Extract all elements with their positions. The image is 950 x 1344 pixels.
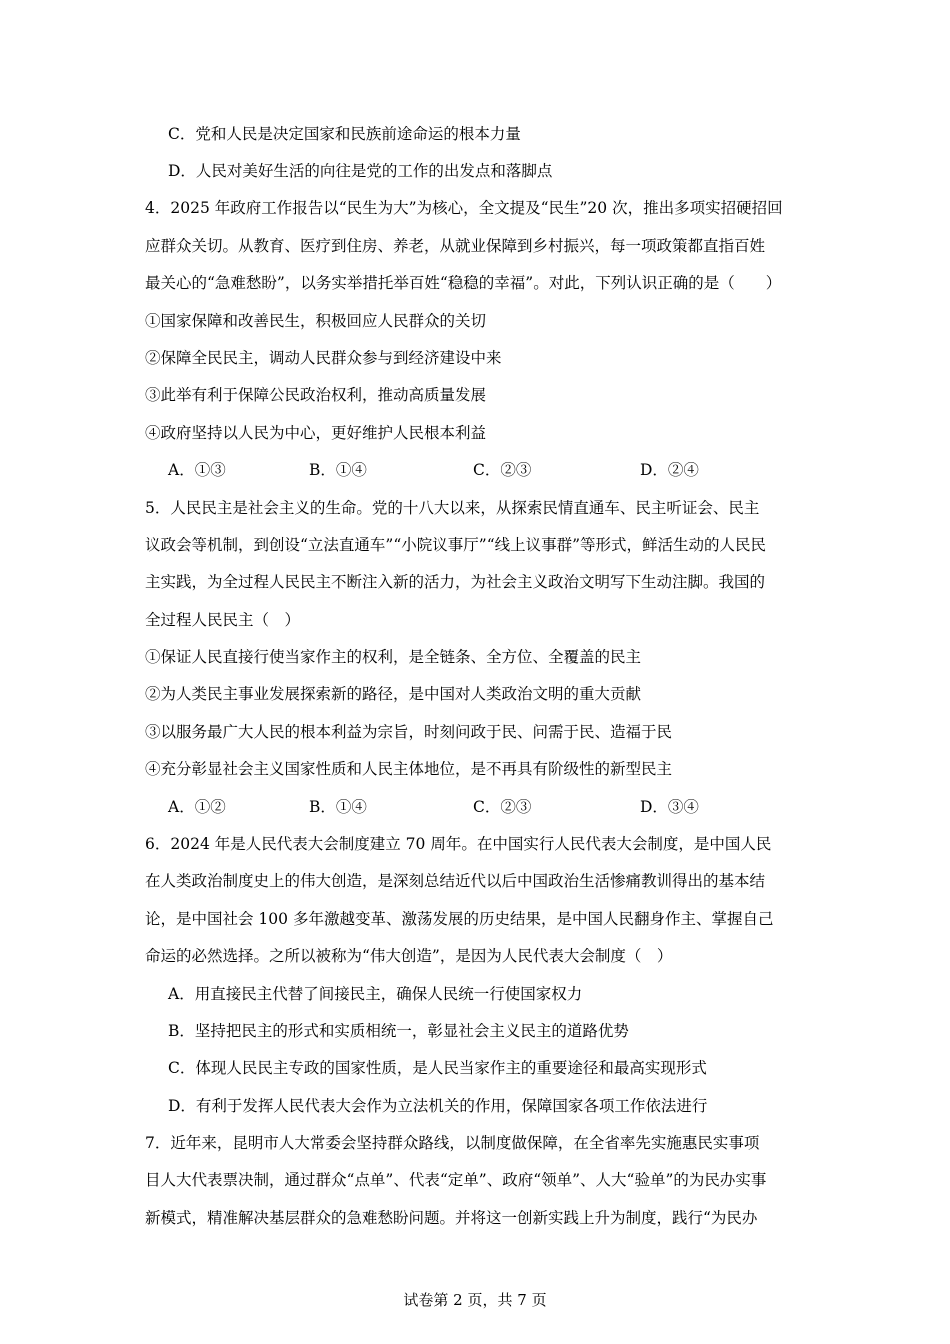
q4-stem-line: 应群众关切。从教育、医疗到住房、养老，从就业保障到乡村振兴，每一项政策都直指百姓 [145,237,766,255]
q7-stem-line: 新模式，精准解决基层群众的急难愁盼问题。并将这一创新实践上升为制度，践行“为民办 [145,1209,758,1227]
q5-stem-line: 议政会等机制，到创设“立法直通车”“小院议事厅”“线上议事群”等形式，鲜活生动的人民民 [145,536,767,554]
q6-stem-line: 命运的必然选择。之所以被称为“伟大创造”，是因为人民代表大会制度（ ） [145,947,673,965]
q4-option-b: B．①④ [309,461,367,479]
q5-item: ②为人类民主事业发展探索新的路径，是中国对人类政治文明的重大贡献 [145,685,642,703]
q6-option-c: C．体现人民民主专政的国家性质，是人民当家作主的重要途径和最高实现形式 [168,1059,707,1077]
q6-stem-line: 6．2024 年是人民代表大会制度建立 70 周年。在中国实行人民代表大会制度，是中国人民 [145,835,772,853]
q5-option-a: A．①② [168,798,226,816]
q5-item: ①保证人民直接行使当家作主的权利，是全链条、全方位、全覆盖的民主 [145,648,642,666]
q5-stem-line: 全过程人民民主（ ） [145,611,301,629]
q7-stem-line: 7．近年来，昆明市人大常委会坚持群众路线，以制度做保障，在全省率先实施惠民实事项 [145,1134,760,1152]
page-footer: 试卷第 2 页，共 7 页 [403,1291,547,1309]
q7-stem-line: 目人大代表票决制，通过群众“点单”、代表“定单”、政府“领单”、人大“验单”的为民办实事 [145,1171,767,1189]
q5-option-d: D．③④ [640,798,699,816]
q4-item: ④政府坚持以人民为中心，更好维护人民根本利益 [145,424,487,442]
q4-item: ①国家保障和改善民生，积极回应人民群众的关切 [145,312,487,330]
q5-item: ④充分彰显社会主义国家性质和人民主体地位，是不再具有阶级性的新型民主 [145,760,673,778]
q4-stem-line: 4．2025 年政府工作报告以“民生为大”为核心，全文提及“民生”20 次，推出多项实招硬招回 [145,199,783,217]
q4-option-a: A．①③ [168,461,226,479]
q6-option-a: A．用直接民主代替了间接民主，确保人民统一行使国家权力 [168,985,583,1003]
q5-item: ③以服务最广大人民的根本利益为宗旨，时刻问政于民、问需于民、造福于民 [145,723,673,741]
q6-stem-line: 在人类政治制度史上的伟大创造，是深刻总结近代以后中国政治生活惨痛教训得出的基本结 [145,872,766,890]
q4-item: ③此举有利于保障公民政治权利，推动高质量发展 [145,386,487,404]
q5-stem-line: 主实践，为全过程人民民主不断注入新的活力，为社会主义政治文明写下生动注脚。我国的 [145,573,766,591]
q4-option-c: C．②③ [473,461,532,479]
q5-stem-line: 5．人民民主是社会主义的生命。党的十八大以来，从探索民情直通车、民主听证会、民主 [145,499,760,517]
q4-stem-line: 最关心的“急难愁盼”，以务实举措托举百姓“稳稳的幸福”。对此，下列认识正确的是（ ） [145,274,782,292]
q4-item: ②保障全民民主，调动人民群众参与到经济建设中来 [145,349,502,367]
q4-option-d: D．②④ [640,461,699,479]
q6-option-d: D．有利于发挥人民代表大会作为立法机关的作用，保障国家各项工作依法进行 [168,1097,708,1115]
q5-option-c: C．②③ [473,798,532,816]
q5-option-b: B．①④ [309,798,367,816]
q3-option-d: D．人民对美好生活的向往是党的工作的出发点和落脚点 [168,162,553,180]
q6-stem-line: 论，是中国社会 100 多年激越变革、激荡发展的历史结果，是中国人民翻身作主、掌握自己 [145,910,774,928]
q6-option-b: B．坚持把民主的形式和实质相统一，彰显社会主义民主的道路优势 [168,1022,629,1040]
q3-option-c: C．党和人民是决定国家和民族前途命运的根本力量 [168,125,521,143]
